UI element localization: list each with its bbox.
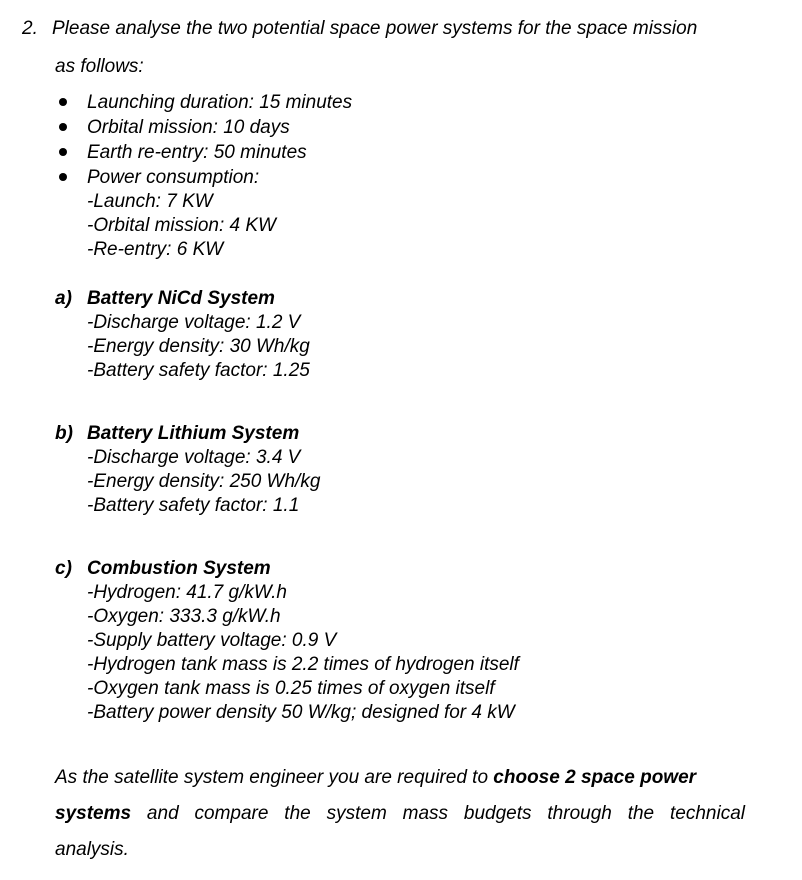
section-letter: b)	[55, 423, 73, 444]
question-number: 2.	[22, 18, 38, 39]
list-item: -Discharge voltage: 1.2 V	[87, 312, 301, 333]
section-items	[87, 581, 519, 725]
closing-line-1	[55, 760, 745, 796]
section-letter: c)	[55, 558, 72, 579]
mission-bullet-reentry: Earth re-entry: 50 minutes	[87, 142, 307, 163]
bullet-icon	[59, 123, 67, 131]
section-title: Battery Lithium System	[87, 423, 300, 444]
mission-bullet-orbital: Orbital mission: 10 days	[87, 117, 290, 138]
section-letter: a)	[55, 288, 72, 309]
list-item: -Battery safety factor: 1.25	[87, 360, 310, 381]
section-title: Combustion System	[87, 558, 271, 579]
closing-text-2: and compare the system mass budgets through the technical	[131, 803, 745, 824]
closing-bold-1: choose 2 space power	[493, 767, 697, 788]
mission-bullet-launch: Launching duration: 15 minutes	[87, 92, 353, 113]
bullet-icon	[59, 148, 67, 156]
section-items	[87, 446, 320, 518]
question-intro-line-2: as follows:	[55, 56, 144, 77]
list-item: -Battery power density 50 W/kg; designed for 4 kW	[87, 702, 515, 723]
list-item: -Discharge voltage: 3.4 V	[87, 447, 301, 468]
section-title: Battery NiCd System	[87, 288, 275, 309]
list-item: -Energy density: 250 Wh/kg	[87, 471, 321, 492]
closing-paragraph	[55, 760, 745, 868]
power-consumption-launch: -Launch: 7 KW	[87, 191, 213, 212]
list-item: -Battery safety factor: 1.1	[87, 495, 300, 516]
closing-text-3: analysis.	[55, 839, 129, 860]
power-consumption-reentry: -Re-entry: 6 KW	[87, 239, 224, 260]
question-intro-line-1: Please analyse the two potential space power systems for the space mission	[52, 18, 698, 39]
list-item: -Hydrogen: 41.7 g/kW.h	[87, 582, 287, 603]
section-items	[87, 311, 310, 383]
closing-bold-2: systems	[55, 803, 132, 824]
closing-line-3	[55, 832, 745, 868]
mission-bullet-power: Power consumption:	[87, 167, 260, 188]
list-item: -Hydrogen tank mass is 2.2 times of hydrogen itself	[87, 654, 519, 675]
list-item: -Energy density: 30 Wh/kg	[87, 336, 310, 357]
bullet-icon	[59, 173, 67, 181]
list-item: -Oxygen: 333.3 g/kW.h	[87, 606, 281, 627]
power-consumption-orbital: -Orbital mission: 4 KW	[87, 215, 276, 236]
closing-text-1: As the satellite system engineer you are required to	[55, 767, 494, 788]
list-item: -Oxygen tank mass is 0.25 times of oxygen itself	[87, 678, 495, 699]
list-item: -Supply battery voltage: 0.9 V	[87, 630, 337, 651]
bullet-icon	[59, 98, 67, 106]
power-consumption-list	[87, 190, 276, 262]
closing-line-2	[55, 796, 745, 832]
